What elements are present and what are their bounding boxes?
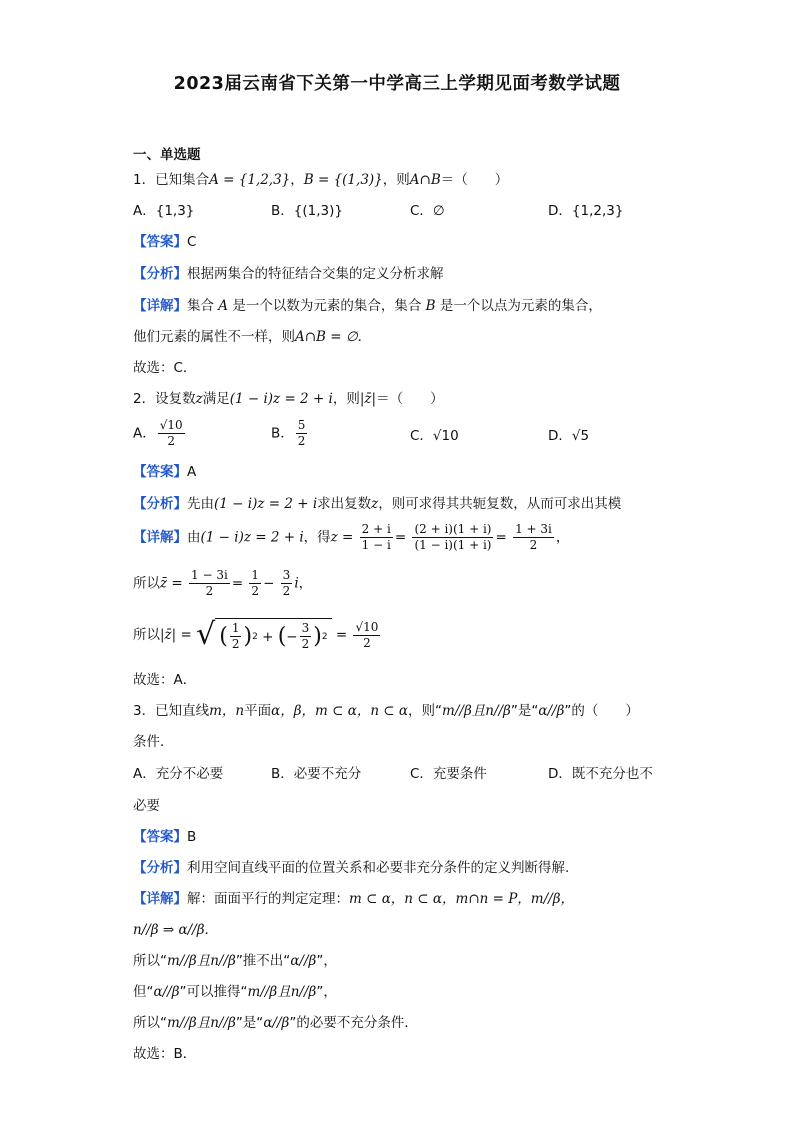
q3-stem-line1: 3．已知直线m，n平面α，β，m ⊂ α，n ⊂ α，则“m//β且n//β”是“α//β”的（ ） — [133, 703, 639, 719]
q2-detail-line1: 【详解】由(1 − i)z = 2 + i，得z = $\frac{2 + i}{1 - i}$ = $\frac{(2 + i)(1 + i)}{(1 - i)(1 + i)}$ = $\frac{1 + 3i}{2}$ ， — [133, 522, 570, 552]
q3-option-d: D．既不充分也不 — [548, 766, 653, 782]
q2-option-a: A． $\frac{√10}{2}$ — [133, 418, 183, 448]
q2-option-c: C．√10 — [410, 428, 459, 444]
q1-option-d: D．{1,2,3} — [548, 203, 624, 219]
q1-detail-line1: 【详解】集合 A 是一个以数为元素的集合，集合 B 是一个以点为元素的集合， — [133, 298, 602, 314]
q3-option-a: A．充分不必要 — [133, 766, 224, 782]
q3-stem-line2: 条件． — [133, 734, 174, 750]
q1-answer: 【答案】C — [133, 234, 197, 250]
q2-answer: 【答案】A — [133, 464, 197, 480]
q2-detail-line3: 所以|z̄| = √ ( $\frac{1}{2}$ ) 2 + ( − $\frac{3}{2}$ ) 2 = $\frac{√10}{2}$ — [133, 617, 379, 652]
q3-choose: 故选：B． — [133, 1046, 197, 1062]
section-heading: 一、单选题 — [133, 147, 201, 163]
q1-option-b: B．{(1,3)} — [271, 203, 343, 219]
analysis-label: 【分析】 — [133, 266, 187, 282]
sqrt-expression: √ ( $\frac{1}{2}$ ) 2 + ( − $\frac{3}{2}$ ) 2 — [196, 618, 331, 652]
q3-option-b: B．必要不充分 — [271, 766, 362, 782]
q3-detail-line3: 所以“m//β且n//β”推不出“α//β”， — [133, 953, 337, 969]
q3-analysis: 【分析】利用空间直线平面的位置关系和必要非充分条件的定义判断得解. — [133, 860, 570, 876]
q3-option-d-wrap: 必要 — [133, 798, 160, 814]
q3-detail-line5: 所以“m//β且n//β”是“α//β”的必要不充分条件． — [133, 1015, 418, 1031]
q2-detail-line2: 所以z̄ = $\frac{1 - 3i}{2}$ = $\frac{1}{2}$ − $\frac{3}{2}$ i， — [133, 568, 313, 598]
q3-detail-line4: 但“α//β”可以推得“m//β且n//β”， — [133, 984, 337, 1000]
q2-option-d: D．√5 — [548, 428, 590, 444]
q2-analysis: 【分析】先由(1 − i)z = 2 + i求出复数z，则可求得其共轭复数，从而可求出其模 — [133, 496, 622, 512]
q3-detail-line1: 【详解】解：面面平行的判定定理：m ⊂ α，n ⊂ α，m∩n = P，m//β， — [133, 891, 575, 907]
q2-option-b: B． $\frac{5}{2}$ — [271, 418, 306, 448]
q1-option-a: A．{1,3} — [133, 203, 195, 219]
q3-option-c: C．充要条件 — [410, 766, 487, 782]
q1-analysis: 【分析】根据两集合的特征结合交集的定义分析求解 — [133, 266, 444, 282]
q1-option-c: C．∅ — [410, 203, 445, 219]
q2-stem: 2．设复数z满足(1 − i)z = 2 + i，则|z̄|＝（ ） — [133, 391, 444, 407]
q1-stem: 1．已知集合A = {1,2,3}，B = {(1,3)}，则A∩B＝（ ） — [133, 172, 509, 188]
q3-answer: 【答案】B — [133, 829, 197, 845]
detail-label: 【详解】 — [133, 298, 187, 314]
page-title: 2023届云南省下关第一中学高三上学期见面考数学试题 — [173, 74, 621, 94]
q2-choose: 故选：A． — [133, 672, 197, 688]
q3-detail-line2: n//β ⇒ α//β． — [133, 922, 219, 938]
q1-detail-line2: 他们元素的属性不一样，则A∩B = ∅． — [133, 329, 372, 345]
q1-choose: 故选：C． — [133, 360, 197, 376]
answer-label: 【答案】 — [133, 234, 187, 250]
